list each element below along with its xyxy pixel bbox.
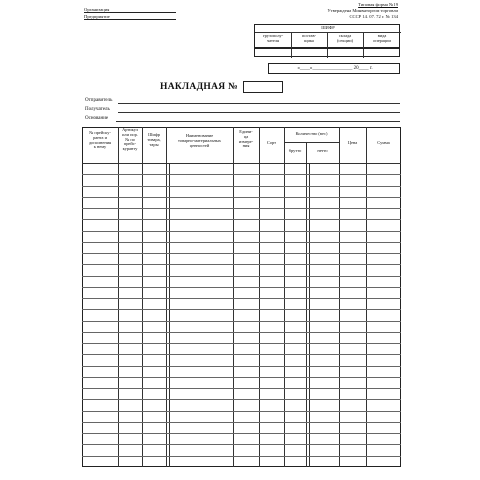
document-number-field[interactable] xyxy=(243,81,283,93)
code-col-label: вида операции xyxy=(373,33,391,43)
table-row xyxy=(82,354,401,355)
document-title: НАКЛАДНАЯ № xyxy=(160,82,238,92)
approved-ref: СССР 14. 07. 72 г. № 134 xyxy=(349,14,398,19)
table-row xyxy=(82,309,401,310)
table-row xyxy=(82,197,401,198)
form-sheet xyxy=(72,0,408,480)
table-row xyxy=(82,208,401,209)
column-divider xyxy=(118,127,119,467)
table-row xyxy=(82,433,401,434)
basis-field[interactable] xyxy=(116,121,400,122)
header-price: Цена xyxy=(347,140,358,145)
date-line: «____»________________ 20____ г. xyxy=(297,66,373,71)
table-row xyxy=(82,298,401,299)
table-row xyxy=(82,332,401,333)
table-row xyxy=(82,242,401,243)
code-col-label: постав- щика xyxy=(301,33,317,43)
table-row xyxy=(82,456,401,457)
table-row xyxy=(82,219,401,220)
approved-text: Утверждена Минвнторгом торговли xyxy=(327,8,398,13)
divider xyxy=(363,49,364,58)
table-row xyxy=(82,276,401,277)
divider xyxy=(327,49,328,58)
column-divider xyxy=(142,127,143,467)
header-quantity: Количество (вес) xyxy=(295,131,328,136)
table-row xyxy=(82,253,401,254)
code-box-title: ШИФР xyxy=(321,25,335,30)
basis-label: Основание xyxy=(85,116,109,121)
header-article: Артикул или пор. № по прейс- куранту xyxy=(122,127,138,152)
code-input-row[interactable] xyxy=(254,48,400,57)
quantity-subdivider xyxy=(284,142,339,143)
table-row xyxy=(82,399,401,400)
table-row xyxy=(82,287,401,288)
table-row xyxy=(82,411,401,412)
table-row xyxy=(82,264,401,265)
form-name: Типовая форма №19 xyxy=(358,2,398,7)
column-divider xyxy=(339,127,340,467)
receiver-field[interactable] xyxy=(118,112,400,113)
header-grade: Сорт xyxy=(266,140,277,145)
code-col-label: грузополу- чателя xyxy=(262,33,284,43)
table-row xyxy=(82,444,401,445)
table-row xyxy=(82,377,401,378)
table-row xyxy=(82,388,401,389)
code-box xyxy=(254,24,400,48)
organization-label: Организация xyxy=(84,7,176,13)
column-divider xyxy=(284,127,285,467)
header-price-list-no: № прейску- ранта и дополнения к нему xyxy=(88,130,112,150)
table-header-divider xyxy=(82,163,401,164)
header-sum: Сумма xyxy=(377,140,390,145)
header-unit: Едини- ца измере- ния xyxy=(238,129,254,149)
receiver-label: Получатель xyxy=(85,107,110,112)
table-row xyxy=(82,321,401,322)
table-row xyxy=(82,174,401,175)
column-divider xyxy=(166,127,167,467)
table-row xyxy=(82,366,401,367)
header-gross: брутто xyxy=(288,148,302,153)
header-net: нетто xyxy=(317,148,328,153)
sender-field[interactable] xyxy=(118,103,400,104)
enterprise-label: Предприятие xyxy=(84,14,176,20)
table-row xyxy=(82,422,401,423)
column-divider xyxy=(233,127,234,467)
goods-table xyxy=(82,127,401,467)
sender-label: Отправитель xyxy=(85,98,113,103)
divider xyxy=(291,49,292,58)
column-divider xyxy=(259,127,260,467)
date-field[interactable] xyxy=(268,63,400,74)
table-row xyxy=(82,231,401,232)
table-row xyxy=(82,186,401,187)
code-col-label: склада (секции) xyxy=(336,33,354,43)
column-divider xyxy=(366,127,367,467)
header-goods-code: Шифр товара, тары xyxy=(147,132,161,147)
header-goods-name: Наименование товарно-материальных ценностей xyxy=(178,133,221,148)
column-divider xyxy=(306,142,307,467)
table-row xyxy=(82,343,401,344)
